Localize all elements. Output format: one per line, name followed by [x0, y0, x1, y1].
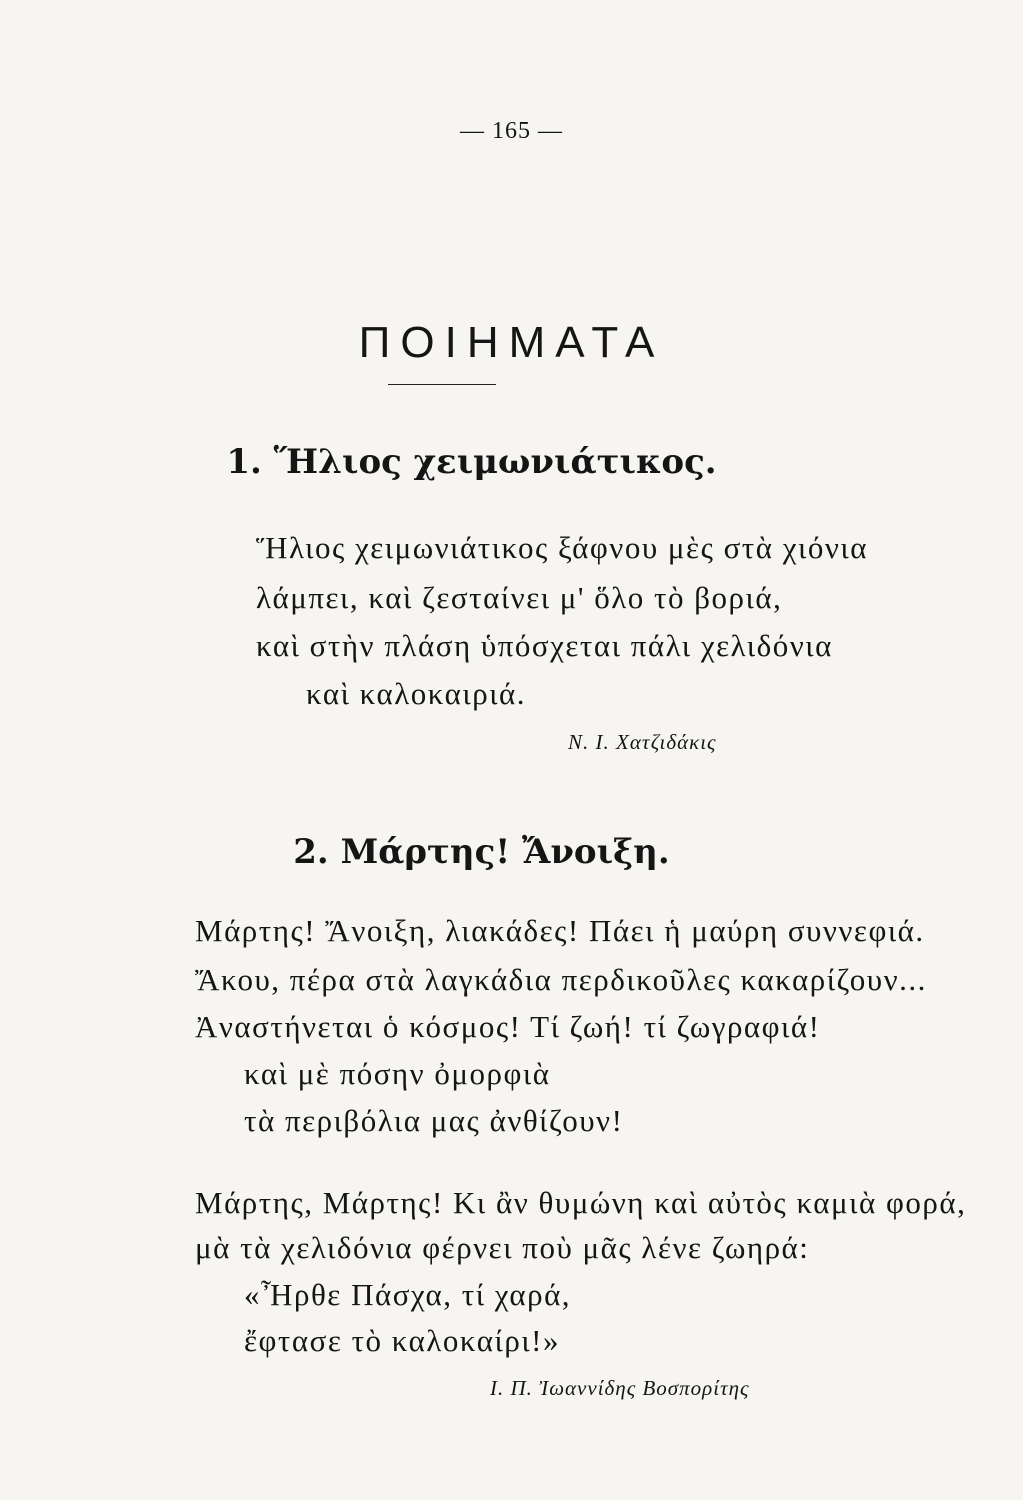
poem-1-line-1: Ἥλιος χειμωνιάτικος ξάφνου μὲς στὰ χιόνια [256, 530, 868, 565]
heading-divider [388, 384, 496, 385]
poem-2-line-7: μὰ τὰ χελιδόνια φέρνει ποὺ μᾶς λένε ζωηρά: [195, 1230, 810, 1265]
poem-1-line-3: καὶ στὴν πλάση ὑπόσχεται πάλι χελιδόνια [256, 628, 833, 663]
poem-1-title: 1. Ἥλιος χειμωνιάτικος. [226, 442, 717, 482]
poem-1-author: Ν. Ι. Χατζιδάκις [568, 730, 717, 754]
poem-2-line-3: Ἀναστήνεται ὁ κόσμος! Τί ζωή! τί ζωγραφιά! [195, 1009, 821, 1044]
section-heading: ΠΟΙΗΜΑΤΑ [358, 318, 665, 367]
poem-2-line-1: Μάρτης! Ἄνοιξη, λιακάδες! Πάει ἡ μαύρη συννεφιά. [195, 913, 925, 948]
poem-2-line-6: Μάρτης, Μάρτης! Κι ἂν θυμώνη καὶ αὐτὸς καμιὰ φορά, [195, 1185, 967, 1220]
poem-2-author: Ι. Π. Ἰωαννίδης Βοσπορίτης [490, 1376, 750, 1400]
poem-1-line-2: λάμπει, καὶ ζεσταίνει μ' ὅλο τὸ βοριά, [256, 580, 783, 615]
page-number: — 165 — [460, 118, 563, 144]
poem-2-line-4: καὶ μὲ πόσην ὀμορφιὰ [244, 1056, 551, 1091]
poem-2-line-9: ἔφτασε τὸ καλοκαίρι!» [244, 1323, 560, 1358]
poem-2-line-5: τὰ περιβόλια μας ἀνθίζουν! [244, 1103, 624, 1138]
poem-2-line-8: «Ἦρθε Πάσχα, τί χαρά, [244, 1277, 572, 1312]
poem-2-line-2: Ἄκου, πέρα στὰ λαγκάδια περδικοῦλες κακαρίζουν... [195, 962, 927, 997]
poem-1-line-4: καὶ καλοκαιριά. [306, 676, 527, 711]
poem-2-title: 2. Μάρτης! Ἄνοιξη. [293, 832, 670, 872]
